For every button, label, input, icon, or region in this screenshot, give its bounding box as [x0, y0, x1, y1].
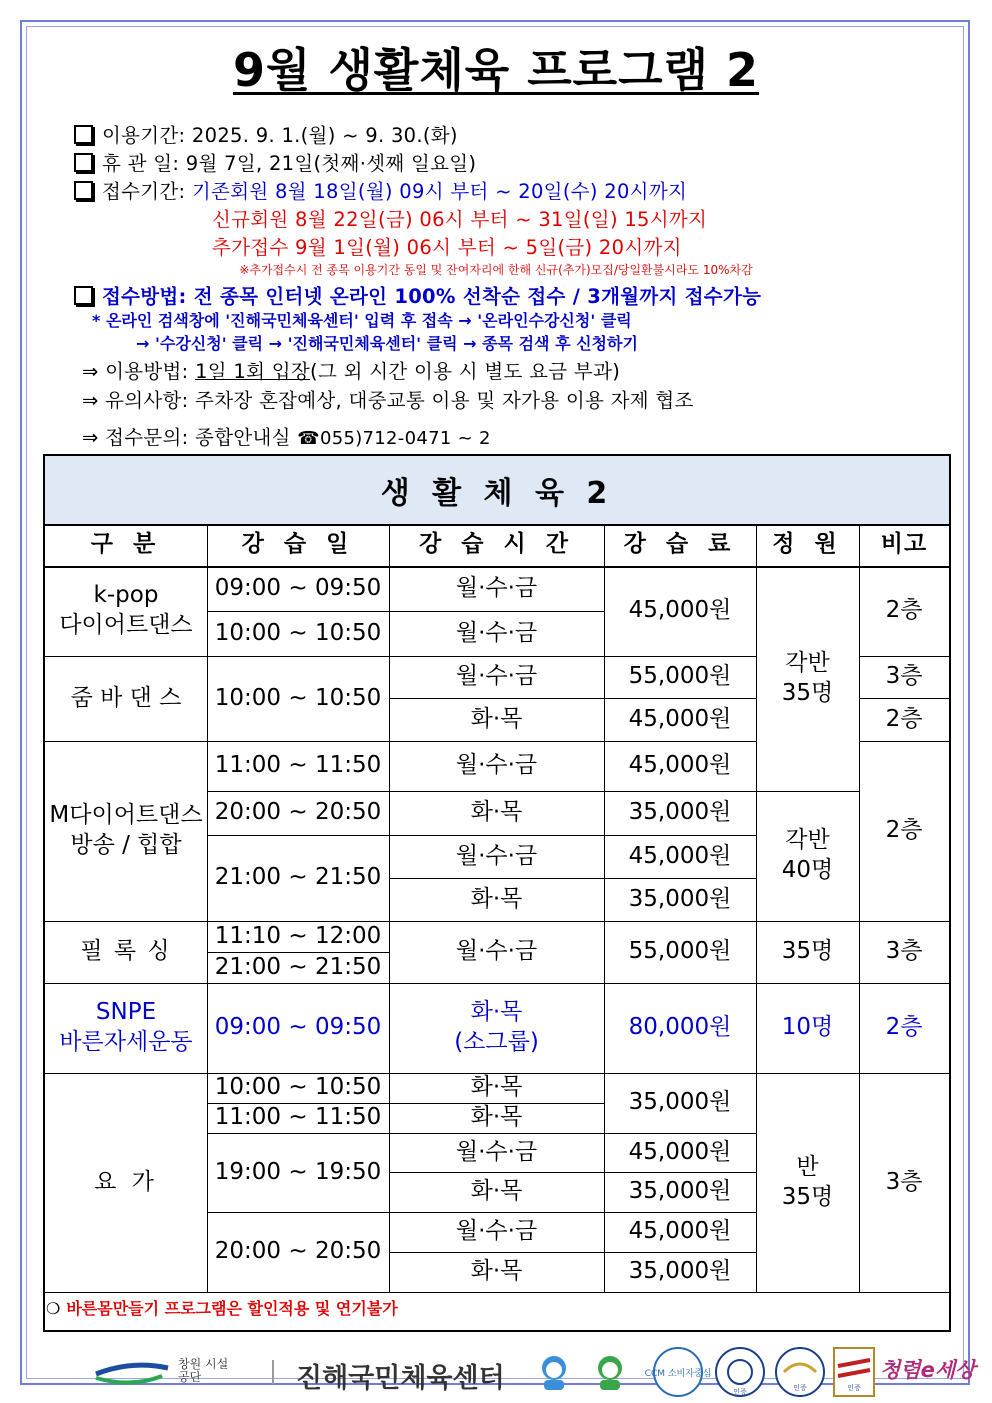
days-cell: 월·수·금 — [455, 574, 538, 601]
ccm-badge-label: CCM 소비자중심 — [644, 1369, 712, 1379]
time-cell: 19:00 ~ 19:50 — [214, 1158, 382, 1185]
days-cell: 화·목 — [470, 885, 523, 912]
certification-badge-label: 인증 — [733, 1388, 747, 1396]
header-time: 강 습 일 — [241, 531, 355, 558]
grid-line — [45, 1073, 949, 1074]
time-cell: 10:00 ~ 10:50 — [214, 619, 382, 646]
grid-line — [859, 656, 949, 657]
days-cell: 월·수·금 — [455, 1138, 538, 1165]
floor-cell: 3층 — [885, 663, 923, 690]
grid-line — [389, 1252, 756, 1253]
table-title: 생 활 체 육 2 — [45, 456, 949, 526]
days-cell: 월·수·금 — [455, 663, 538, 690]
program-m-diet-dance: M다이어트댄스 방송 / 힙합 — [49, 802, 203, 858]
time-cell: 11:00 ~ 11:50 — [214, 752, 382, 779]
program-piloxing: 필 록 싱 — [80, 938, 172, 965]
time-cell: 21:00 ~ 21:50 — [214, 864, 382, 891]
award-badge-icon — [832, 1346, 876, 1398]
grid-line — [45, 741, 756, 742]
grid-line — [389, 698, 756, 699]
info-inquiry: ⇒ 접수문의: 종합안내실 ☎055)712-0471 ~ 2 — [82, 426, 491, 449]
time-cell: 21:00 ~ 21:50 — [214, 953, 382, 980]
info-registration: 접수기간: 기존회원 8월 18일(월) 09시 부터 ~ 20일(수) 20시까지 — [74, 176, 687, 204]
fee-cell: 80,000원 — [628, 1014, 732, 1041]
program-zumba: 줌 바 댄 스 — [70, 684, 182, 711]
checkbox-icon — [74, 125, 93, 144]
table-footnote: ❍ 바른몸만들기 프로그램은 할인적용 및 연기불가 — [46, 1299, 398, 1318]
grid-line — [859, 698, 949, 699]
checkbox-icon — [74, 153, 93, 172]
floor-cell: 2층 — [885, 705, 923, 732]
fee-cell: 35,000원 — [628, 1178, 732, 1205]
floor-cell: 2층 — [885, 1014, 923, 1041]
fee-cell: 45,000원 — [628, 705, 732, 732]
time-cell: 11:00 ~ 11:50 — [214, 1104, 382, 1131]
program-yoga: 요 가 — [94, 1168, 158, 1195]
fee-cell: 45,000원 — [628, 597, 732, 624]
grid-line — [859, 741, 949, 742]
info-method-sub2: → '수강신청' 클릭 → '진해국민체육센터' 클릭 → 종목 검색 후 신청하기 — [136, 334, 638, 353]
checkbox-icon — [74, 286, 93, 305]
time-cell: 10:00 ~ 10:50 — [214, 684, 382, 711]
info-reg-new: 신규회원 8월 22일(금) 06시 부터 ~ 31일(일) 15시까지 — [212, 208, 708, 231]
grid-line — [604, 524, 605, 1292]
grid-line — [45, 566, 949, 568]
fee-cell: 45,000원 — [628, 1138, 732, 1165]
fee-cell: 45,000원 — [628, 752, 732, 779]
quality-badge-label: 인증 — [793, 1384, 807, 1392]
grid-line — [389, 1172, 756, 1173]
days-cell: 화·목 — [470, 1178, 523, 1205]
info-caution: ⇒ 유의사항: 주차장 혼잡예상, 대중교통 이용 및 자가용 이용 자제 협조 — [82, 389, 694, 412]
program-table — [43, 454, 951, 1332]
info-reg-extra: 추가접수 9월 1일(월) 06시 부터 ~ 5일(금) 20시까지 — [212, 236, 682, 259]
capacity-cell: 각반 35명 — [781, 649, 834, 706]
header-fee: 강 습 료 — [623, 531, 737, 558]
info-usage: ⇒ 이용방법: 1일 1회 입장(그 외 시간 이용 시 별도 요금 부과) — [82, 360, 621, 383]
program-snpe: SNPE 바른자세운동 — [59, 999, 193, 1055]
header-capacity: 정 원 — [772, 531, 843, 558]
certification-badge-icon — [714, 1346, 766, 1398]
quality-badge-icon — [774, 1346, 826, 1398]
fee-cell: 45,000원 — [628, 842, 732, 869]
fee-cell: 35,000원 — [628, 1089, 732, 1116]
grid-line — [207, 524, 208, 1292]
fee-cell: 35,000원 — [628, 1258, 732, 1285]
grid-line — [859, 524, 860, 1292]
integrity-slogan: 청렴e세상 — [880, 1358, 976, 1382]
grid-line — [207, 952, 389, 953]
info-method: 접수방법: 전 종목 인터넷 온라인 100% 선착순 접수 / 3개월까지 접수가능 — [74, 281, 761, 309]
center-name: 진해국민체육센터 — [296, 1363, 505, 1394]
grid-line — [207, 1103, 604, 1104]
grid-line — [207, 1212, 756, 1213]
grid-line — [45, 921, 949, 922]
grid-line — [207, 611, 604, 612]
grid-line — [756, 524, 757, 1292]
grid-line — [45, 1292, 949, 1293]
floor-cell: 3층 — [885, 1168, 923, 1195]
floor-cell: 2층 — [885, 597, 923, 624]
days-cell: 화·목 (소그룹) — [454, 999, 539, 1055]
fee-cell: 35,000원 — [628, 885, 732, 912]
ccm-badge-icon — [644, 1346, 712, 1398]
capacity-cell: 반 35명 — [781, 1153, 834, 1210]
capacity-cell: 35명 — [781, 938, 834, 965]
days-cell: 월·수·금 — [455, 1218, 538, 1245]
program-kpop: k-pop 다이어트댄스 — [59, 582, 193, 638]
fee-cell: 35,000원 — [628, 799, 732, 826]
floor-cell: 3층 — [885, 938, 923, 965]
days-cell: 월·수·금 — [455, 619, 538, 646]
time-cell: 20:00 ~ 20:50 — [214, 1238, 382, 1265]
corporation-logo-icon — [92, 1358, 172, 1386]
time-cell: 10:00 ~ 10:50 — [214, 1074, 382, 1101]
grid-line — [207, 1133, 756, 1134]
info-method-sub1: * 온라인 검색창에 '진해국민체육센터' 입력 후 접속 → '온라인수강신청' 클릭 — [92, 311, 632, 330]
header-category: 구 분 — [90, 531, 162, 558]
time-cell: 20:00 ~ 20:50 — [214, 799, 382, 826]
header-note: 비고 — [880, 531, 928, 558]
time-cell: 09:00 ~ 09:50 — [214, 574, 382, 601]
mascot-icon — [588, 1352, 632, 1392]
days-cell: 월·수·금 — [455, 752, 538, 779]
mascot-icon — [532, 1352, 576, 1392]
fee-cell: 45,000원 — [628, 1218, 732, 1245]
capacity-cell: 각반 40명 — [781, 827, 834, 883]
info-closed: 휴 관 일: 9월 7일, 21일(첫째·셋째 일요일) — [74, 148, 476, 176]
info-reg-note: ※추가접수시 전 종목 이용기간 동일 및 잔여자리에 한해 신규(추가)모집/당일환불시라도 10%차감 — [239, 263, 753, 277]
fee-cell: 55,000원 — [628, 663, 732, 690]
days-cell: 화·목 — [470, 705, 523, 732]
footer-logos — [0, 1340, 992, 1400]
days-cell: 화·목 — [470, 1074, 523, 1101]
grid-line — [207, 791, 859, 792]
days-cell: 화·목 — [470, 1104, 523, 1131]
days-cell: 화·목 — [470, 799, 523, 826]
checkbox-icon — [74, 181, 93, 200]
info-period: 이용기간: 2025. 9. 1.(월) ~ 9. 30.(화) — [74, 120, 458, 148]
days-cell: 월·수·금 — [455, 842, 538, 869]
time-cell: 09:00 ~ 09:50 — [214, 1014, 382, 1041]
days-cell: 월·수·금 — [455, 938, 538, 965]
award-badge-label: 인증 — [847, 1384, 861, 1392]
capacity-cell: 10명 — [781, 1014, 834, 1041]
grid-line — [207, 835, 756, 836]
corporation-name: 창원 시설공단 — [178, 1357, 229, 1385]
grid-line — [389, 878, 756, 879]
header-days: 강 습 시 간 — [419, 531, 574, 558]
divider — [272, 1360, 274, 1384]
fee-cell: 55,000원 — [628, 938, 732, 965]
time-cell: 11:10 ~ 12:00 — [214, 922, 382, 949]
grid-line — [389, 524, 390, 1292]
grid-line — [45, 656, 756, 657]
page-title: 9월 생활체육 프로그램 2 — [233, 43, 759, 97]
grid-line — [45, 983, 949, 984]
floor-cell: 2층 — [885, 817, 923, 844]
days-cell: 화·목 — [470, 1258, 523, 1285]
